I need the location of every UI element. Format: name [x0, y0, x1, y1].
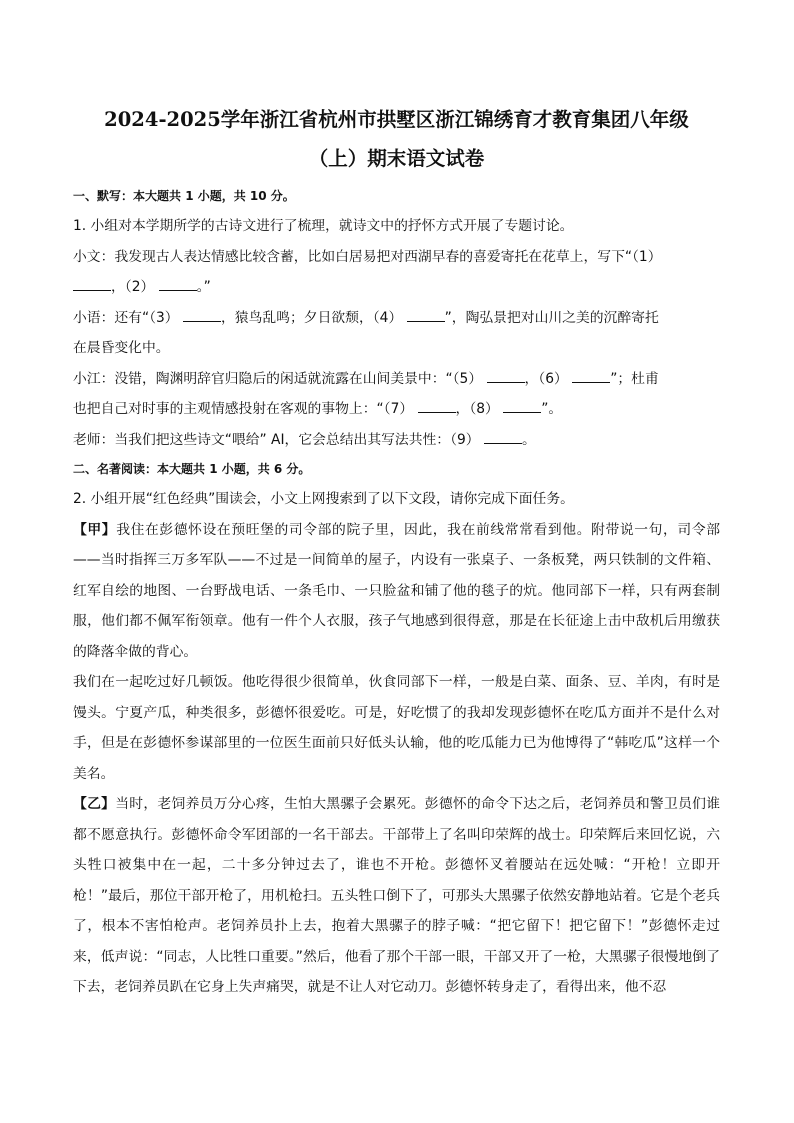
q2-intro: 2. 小组开展“红色经典”围读会，小文上网搜索到了以下文段，请你完成下面任务。 — [73, 491, 574, 507]
q1-xiaojiang-text-b: ，（6） — [524, 370, 568, 387]
passage-yi-text-1: 当时，老饲养员万分心疼，生怕大黑骡子会累死。彭德怀的命令下达之后，老饲养员和警卫员们谁都不愿意执行。彭德怀命令军团部的一名干部去。干部带上了名叫印荣辉的战士。印荣辉后来回忆说，六头牲口被集中在一起，二十多分钟过去了，谁也不开枪。彭德怀叉着腰站在远处喊：“开枪！立即开枪！”最后，那位干部开枪了，用机枪扫。五头牲口倒下了，可那头大黑骡子依然安静地站着。它是个老兵了，根本不害怕枪声。老饲养员扑上去，抱着大黑骡子的脖子喊：“把它留下！把它留下！”彭德怀走过来，低声说：“同志，人比牲口重要。”然后，他看了那个干部一眼，干部又开了一枪，大黑骡子很慢地倒了下去，老饲养员趴在它身上失声痛哭，就是不让人对它动刀。彭德怀转身走了，看得出来，他不忍 — [73, 796, 721, 995]
answer-blank-8[interactable] — [503, 400, 541, 413]
q1-xiaojiang-text-d: 也把自己对时事的主观情感投射在客观的事物上：“（7） — [73, 401, 414, 417]
q1-xiaoyu — [73, 303, 720, 364]
q1-xiaoyu-text-a: 小语：还有“（3） — [73, 309, 179, 326]
q1-xiaowen — [73, 242, 720, 303]
answer-blank-7[interactable] — [418, 400, 456, 413]
section-1-desc: 本大题共 1 小题，共 10 分。 — [133, 189, 295, 203]
exam-title — [73, 100, 720, 178]
q1-xiaojiang — [73, 364, 720, 425]
answer-blank-1[interactable] — [73, 278, 111, 291]
passage-jia-text-1: 我住在彭德怀设在预旺堡的司令部的院子里，因此，我在前线常常看到他。附带说一句，司令部——当时指挥三万多军队——不过是一间简单的屋子，内设有一张桌子、一条板凳，两只铁制的文件箱、红军自绘的地图、一台野战电话、一条毛巾、一只脸盆和铺了他的毯子的炕。他同部下一样，只有两套制服，他们都不佩军衔领章。他有一件个人衣服，孩子气地感到很得意，那是在长征途上击中敌机后用缴获的降落伞做的背心。 — [73, 521, 721, 660]
q1-teacher-text-a: 老师：当我们把这些诗文“喂给” AI，它会总结出其写法共性：（9） — [73, 431, 480, 448]
title-line-1: 2024-2025学年浙江省杭州市拱墅区浙江锦绣育才教育集团八年级 — [104, 108, 689, 131]
section-2-desc: 本大题共 1 小题，共 6 分。 — [157, 462, 311, 476]
q1-intro: 1. 小组对本学期所学的古诗文进行了梳理，就诗文中的抒怀方式开展了专题讨论。 — [73, 218, 574, 234]
q1-xiaojiang-text-c: ”；杜甫 — [610, 370, 659, 387]
passage-jia-para-1 — [73, 515, 720, 668]
answer-blank-5[interactable] — [487, 369, 525, 382]
answer-blank-6[interactable] — [572, 369, 610, 382]
q1-teacher — [73, 425, 720, 456]
answer-blank-3[interactable] — [183, 308, 221, 321]
answer-blank-4[interactable] — [407, 308, 445, 321]
answer-blank-9[interactable] — [484, 430, 522, 443]
title-line-2: （上）期末语文试卷 — [308, 147, 485, 170]
q1-xiaowen-text-a: 小文：我发现古人表达情感比较含蓄，比如白居易把对西湖早春的喜爱寄托在花草上，写下“（1） — [73, 248, 662, 265]
q1-xiaojiang-text-f: ”。 — [541, 401, 563, 417]
exam-body — [73, 182, 720, 1003]
passage-yi-para-1 — [73, 789, 720, 1003]
passage-yi-tag: 【乙】 — [73, 796, 116, 812]
answer-blank-2[interactable] — [159, 278, 197, 291]
section-1-label: 一、默写： — [73, 189, 134, 203]
passage-jia-para-2: 我们在一起吃过好几顿饭。他吃得很少很简单，伙食同部下一样，一般是白菜、面条、豆、羊肉，有时是馒头。宁夏产瓜，种类很多，彭德怀很爱吃。可是，好吃惯了的我却发现彭德怀在吃瓜方面并不是什么对手，但是在彭德怀参谋部里的一位医生面前只好低头认输，他的吃瓜能力已为他博得了“韩吃瓜”这样一个美名。 — [73, 674, 720, 782]
q1-xiaowen-text-c: 。” — [196, 279, 211, 295]
q1-xiaoyu-text-c: ”，陶弘景把对山川之美的沉醉寄托 — [444, 309, 659, 326]
q1-xiaojiang-text-e: ，（8） — [455, 401, 499, 417]
section-1-heading — [73, 182, 720, 211]
section-2-label: 二、名著阅读： — [73, 462, 158, 476]
passage-jia-tag: 【甲】 — [73, 521, 117, 538]
q1-xiaoyu-text-d: 在晨昏变化中。 — [73, 340, 170, 356]
q1-xiaowen-text-b: ，（2） — [111, 279, 155, 295]
q1-teacher-text-b: 。 — [521, 431, 536, 448]
q1-xiaojiang-text-a: 小江：没错，陶渊明辞官归隐后的闲适就流露在山间美景中：“（5） — [73, 370, 483, 387]
q1-xiaoyu-text-b: ，猿鸟乱鸣；夕日欲颓，（4） — [221, 309, 403, 326]
section-2-heading — [73, 455, 720, 484]
